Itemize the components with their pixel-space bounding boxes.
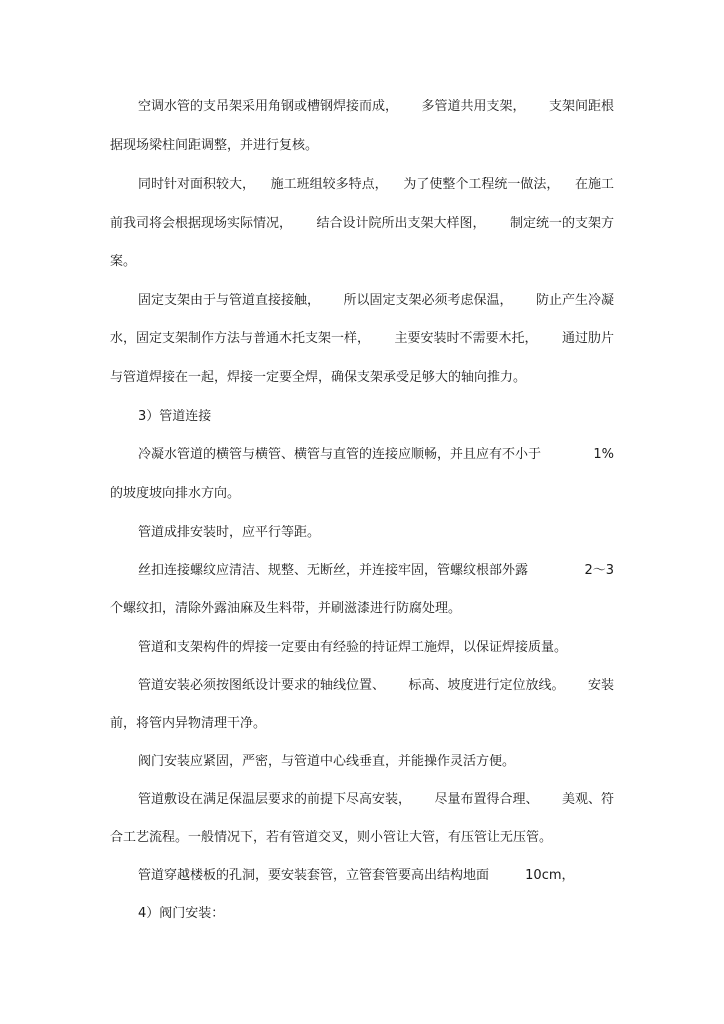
text-line [138,177,614,193]
text-segment: 丝扣连接螺纹应清洁、规整、无断丝，并连接牢固，管螺纹根部外露 [138,563,529,578]
text-line [138,447,614,463]
text-line [110,216,614,232]
text-segment: 4）阀门安装： [138,906,225,921]
text-segment: 管道敷设在满足保温层要求的前提下尽高安装， [138,792,412,807]
text-segment: 美观、符 [561,792,614,807]
text-segment: 为了使整个工程统一做法， [403,177,560,192]
text-segment: 在施工 [574,177,614,192]
text-segment: 管道安装必须按图纸设计要求的轴线位置、 [138,678,386,693]
text-segment: 阀门安装应紧固，严密，与管道中心线垂直，并能操作灵活方便。 [138,754,516,769]
text-line [138,754,614,770]
section-heading [138,409,614,425]
text-line [110,331,614,347]
text-segment: 支架间距根 [548,99,614,114]
text-line [138,868,598,884]
text-segment: 前，将管内异物清理干净。 [110,716,267,731]
text-segment: 案。 [110,254,137,269]
text-segment: 固定支架由于与管道直接接触， [138,293,321,308]
text-segment: 管道穿越楼板的孔洞，要安装套管，立管套管要高出结构地面 [138,868,490,883]
text-segment: 合工艺流程。一般情况下，若有管道交叉，则小管让大管，有压管让无压管。 [110,830,553,845]
text-segment: 10cm， [525,868,575,883]
text-segment: 结合设计院所出支架大样图， [316,216,486,231]
text-line [110,601,614,617]
text-line [138,99,614,115]
text-line [110,138,614,154]
text-segment: 所以固定支架必须考虑保温， [343,293,513,308]
text-segment: 多管道共用支架， [421,99,526,114]
section-heading [138,906,614,922]
text-line [138,792,614,808]
text-segment: 管道成排安装时，应平行等距。 [138,525,321,540]
text-segment: 通过肋片 [561,331,614,346]
text-line [110,830,614,846]
text-line [110,254,614,270]
text-segment: 制定统一的支架方 [509,216,614,231]
text-line [110,370,614,386]
text-line [138,640,614,656]
text-segment: 水，固定支架制作方法与普通木托支架一样， [110,331,371,346]
text-segment: 标高、坡度进行定位放线。 [408,678,565,693]
text-segment: 冷凝水管道的横管与横管、横管与直管的连接应顺畅，并且应有不小于 [138,447,542,462]
text-segment: 空调水管的支吊架采用角钢或槽钢焊接而成， [138,99,399,114]
text-segment: 防止产生冷凝 [535,293,614,308]
text-segment: 前我司将会根据现场实际情况， [110,216,293,231]
text-line [138,293,614,309]
text-line [138,563,614,579]
text-line [110,486,614,502]
text-segment: 3）管道连接 [138,409,212,424]
text-segment: 尽量布置得合理、 [434,792,539,807]
text-line [110,716,614,732]
text-segment: 2～3 [584,563,614,578]
text-segment: 管道和支架构件的焊接一定要由有经验的持证焊工施焊，以保证焊接质量。 [138,640,568,655]
text-segment: 1% [593,447,614,462]
text-segment: 同时针对面积较大， [138,177,256,192]
text-segment: 施工班组较多特点， [270,177,388,192]
text-segment: 据现场梁柱间距调整，并进行复核。 [110,138,319,153]
text-segment: 与管道焊接在一起，焊接一定要全焊，确保支架承受足够大的轴向推力。 [110,370,527,385]
text-line [138,678,614,694]
text-segment: 安装 [587,678,614,693]
text-segment: 个螺纹扣，清除外露油麻及生料带，并刷滋漆进行防腐处理。 [110,601,462,616]
text-segment: 主要安装时不需要木托， [394,331,538,346]
text-segment: 的坡度坡向排水方向。 [110,486,241,501]
text-line [138,525,614,541]
